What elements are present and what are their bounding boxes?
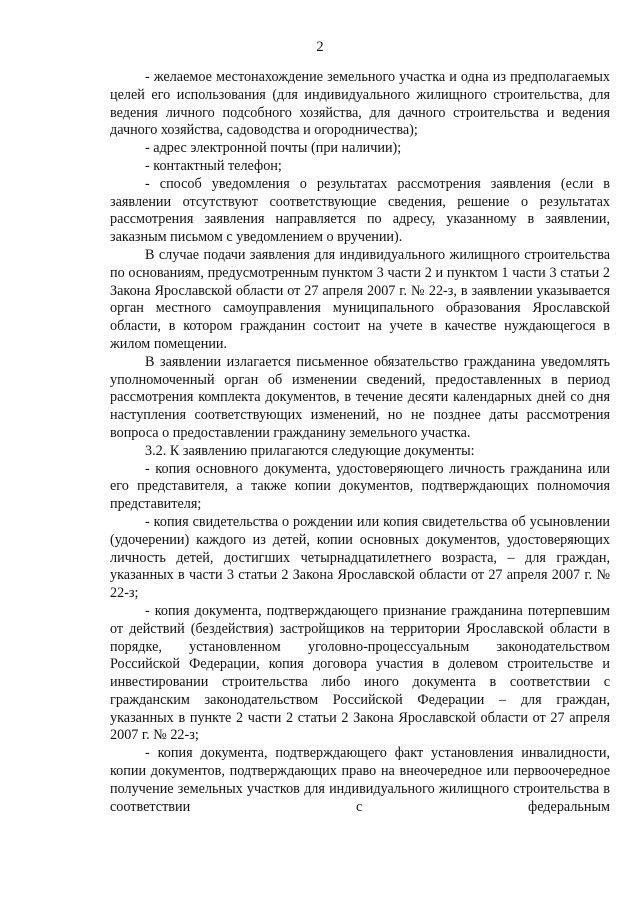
paragraph-disability-document: - копия документа, подтверждающего факт установления инвалидности, копии документов, подтверждающих право на внеочередное или первоочередное получение земельных участков для индивидуального жилищного строительства в соответствии с федеральным [110,745,610,815]
paragraph-victim-document: - копия документа, подтверждающего признание гражданина потерпевшим от действий (бездействия) застройщиков на территории Ярославской области в порядке, установленном уголовно-процессуальным законодательством Российской Федерации, копия договора участия в долевом строительстве и инвестировании строительства либо иного документа в соответствии с гражданским законодательством Российской Федерации – для граждан, указанных в пункте 2 части 2 статьи 2 Закона Ярославской области от 27 апреля 2007 г. № 22-з; [110,602,610,744]
paragraph-housing-construction: В случае подачи заявления для индивидуального жилищного строительства по основаниям, предусмотренным пунктом 3 части 2 и пунктом 1 части 3 статьи 2 Закона Ярославской области от 27 апреля 2007 г. № 22-з, в заявлении указывается орган местного самоуправления муниципального образования Ярославской области, в котором гражданин состоит на учете в качестве нуждающегося в жилом помещении. [110,246,610,352]
paragraph-email: - адрес электронной почты (при наличии); [145,140,402,157]
paragraph-phone: - контактный телефон; [145,157,282,174]
document-body [110,69,610,816]
paragraph-notification-method: - способ уведомления о результатах рассмотрения заявления (если в заявлении отсутствуют соответствующие сведения, решение о результатах рассмотрения заявления направляется по адресу, указанному в заявлении, заказным письмом с уведомлением о вручении). [110,175,610,246]
paragraph-obligation: В заявлении излагается письменное обязательство гражданина уведомлять уполномоченный орган об изменении сведений, предоставленных в период рассмотрения комплекта документов, в течение десяти календарных дней со дня наступления соответствующих изменений, но не позднее даты рассмотрения вопроса о предоставлении гражданину земельного участка. [110,353,610,441]
paragraph-location-purpose: - желаемое местонахождение земельного участка и одна из предполагаемых целей его использования (для индивидуального жилищного строительства, для ведения личного подсобного хозяйства, для дачного строительства и ведения дачного хозяйства, садоводства и огородничества); [110,69,610,139]
page-number: 2 [316,39,324,55]
paragraph-birth-certificate: - копия свидетельства о рождении или копия свидетельства об усыновлении (удочерении) каждого из детей, копии основных документов, удостоверяющих личность детей, достигших четырнадцатилетнего возраста, – для граждан, указанных в части 3 статьи 2 Закона Ярославской области от 27 апреля 2007 г. № 22-з; [110,513,610,602]
paragraph-identity-document: - копия основного документа, удостоверяющего личность гражданина или его представителя, а также копии документов, подтверждающих полномочия представителя; [110,460,610,513]
paragraph-section-3-2: 3.2. К заявлению прилагаются следующие документы: [145,442,475,459]
